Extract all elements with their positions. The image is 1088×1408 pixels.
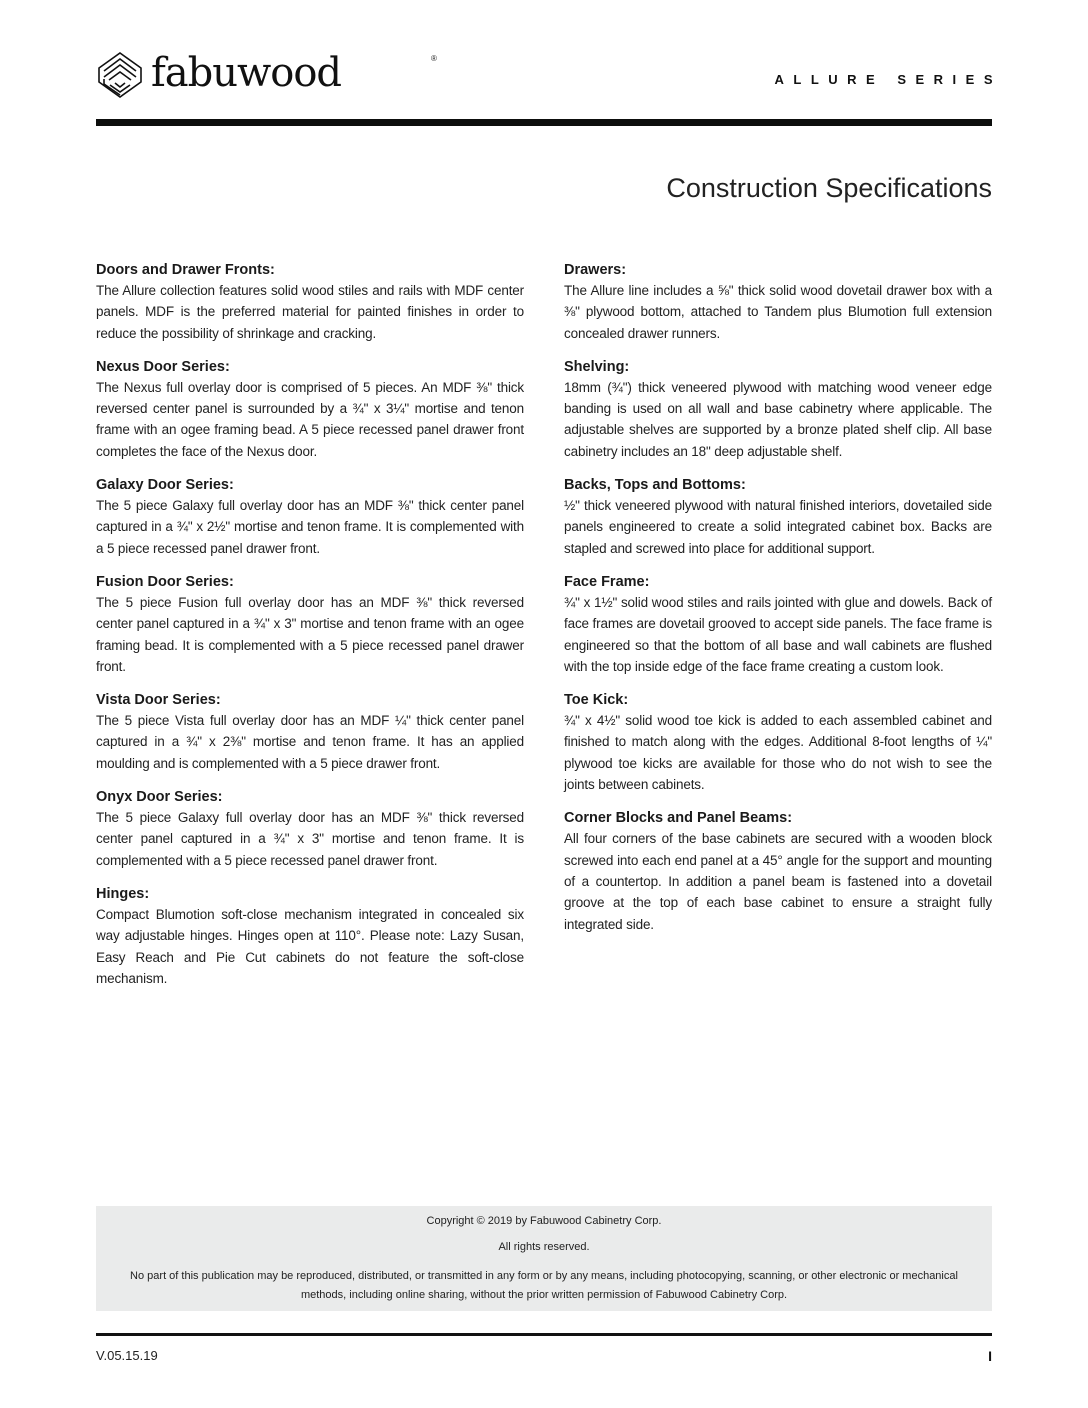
section-body: 18mm (¾") thick veneered plywood with matching wood veneer edge banding is used on all wall and base cabinetry where applicable. The adjustable shelves are supported by a bronze plated shelf clip. All base cabinetry includes an 18" deep adjustable shelf. [564, 379, 992, 459]
section-heading: Backs, Tops and Bottoms: [564, 477, 746, 494]
section-body: All four corners of the base cabinets are secured with a wooden block screwed into each end panel at a 45° angle for the support and mounting of a countertop. In addition a panel beam is fastened into a dovetail groove at the top of each base cabinet to ensure a straight fully integrated side. [564, 831, 992, 932]
section-body: The 5 piece Galaxy full overlay door has an MDF ⅜" thick reversed center panel captured in a ¾" x 3" mortise and tenon frame. It is complemented with a 5 piece recessed panel drawer front. [96, 810, 524, 868]
section-body: ¾" x 4½" solid wood toe kick is added to each assembled cabinet and finished to match along with the edges. Additional 8-foot lengths of ¼" plywood toe kicks are available for those who do not wish to see the joints between cabinets. [564, 713, 992, 793]
series-label: ALLURE SERIES [774, 72, 1002, 87]
section-heading: Nexus Door Series: [96, 358, 230, 375]
left-column [96, 260, 524, 1002]
version-label: V.05.15.19 [96, 1348, 158, 1363]
copyright-box [96, 1206, 992, 1311]
section-nexus-door-series [96, 357, 524, 462]
section-heading: Shelving: [564, 358, 630, 375]
page-number: I [988, 1348, 992, 1364]
section-body: ¾" x 1½" solid wood stiles and rails jointed with glue and dowels. Back of face frames are dovetail grooved to accept side panels. The face frame is engineered so that the bottom of all base and wall cabinets are flushed with the top inside edge of the face frame creating a custom look. [564, 594, 992, 674]
registered-mark: ® [431, 54, 437, 63]
right-column [564, 260, 992, 948]
section-vista-door-series [96, 690, 524, 774]
section-hinges [96, 884, 524, 989]
section-body: The Nexus full overlay door is comprised of 5 pieces. An MDF ⅜" thick reversed center panel is surrounded by a ¾" x 3¼" mortise and tenon frame with an ogee framing bead. A 5 piece recessed panel drawer front completes the face of the Nexus door. [96, 379, 524, 459]
section-body: The Allure collection features solid wood stiles and rails with MDF center panels. MDF is the preferred material for painted finishes in order to reduce the possibility of shrinkage and cracking. [96, 283, 524, 341]
section-body: The Allure line includes a ⅝" thick solid wood dovetail drawer box with a ⅜" plywood bottom, attached to Tandem plus Blumotion full extension concealed drawer runners. [564, 283, 992, 341]
section-face-frame [564, 572, 992, 677]
section-body: Compact Blumotion soft-close mechanism integrated in concealed six way adjustable hinges. Hinges open at 110°. Please note: Lazy Susan, Easy Reach and Pie Cut cabinets do not feature the soft-close mechanism. [96, 906, 524, 986]
section-heading: Doors and Drawer Fronts: [96, 262, 275, 278]
section-heading: Fusion Door Series: [96, 573, 234, 590]
section-heading: Galaxy Door Series: [96, 477, 234, 494]
section-heading: Vista Door Series: [96, 692, 221, 709]
reproduction-notice: No part of this publication may be reproduced, distributed, or transmitted in any form or by any means, including photocopying, scanning, or other electronic or mechanical methods, including online sharing, without the prior written permission of Fabuwood Cabinetry Corp. [130, 1270, 958, 1301]
section-shelving [564, 357, 992, 462]
section-heading: Onyx Door Series: [96, 789, 223, 806]
section-body: The 5 piece Fusion full overlay door has an MDF ⅜" thick reversed center panel captured in a ¾" x 3" mortise and tenon frame with an ogee framing bead. It is complemented with a 5 piece recessed panel drawer front. [96, 594, 524, 674]
section-heading: Hinges: [96, 885, 150, 902]
copyright-line: Copyright © 2019 by Fabuwood Cabinetry Corp. [426, 1215, 662, 1227]
header-divider [96, 119, 992, 126]
section-fusion-door-series [96, 572, 524, 677]
section-galaxy-door-series [96, 475, 524, 559]
section-onyx-door-series [96, 787, 524, 871]
section-toe-kick [564, 690, 992, 795]
section-heading: Corner Blocks and Panel Beams: [564, 810, 793, 827]
footer-divider [96, 1333, 992, 1336]
rights-line: All rights reserved. [498, 1241, 590, 1253]
section-heading: Face Frame: [564, 573, 650, 590]
section-body: The 5 piece Vista full overlay door has an MDF ¼" thick center panel captured in a ¾" x 2⅜" mortise and tenon frame. It has an applied moulding and is complemented with a 5 piece drawer front. [96, 713, 524, 771]
brand-name: fabuwood [151, 50, 342, 96]
page-title: Construction Specifications [666, 173, 992, 204]
section-heading: Toe Kick: [564, 692, 629, 709]
section-body: ½" thick veneered plywood with natural finished interiors, dovetailed side panels engineered to create a solid integrated cabinet box. Backs are stapled and screwed into place for additional support. [564, 498, 992, 556]
brand-logo [95, 50, 437, 100]
section-backs-tops-bottoms [564, 475, 992, 559]
section-heading: Drawers: [564, 262, 627, 278]
section-body: The 5 piece Galaxy full overlay door has an MDF ⅜" thick center panel captured in a ¾" x 2½" mortise and tenon frame. It is complemented with a 5 piece recessed panel drawer front. [96, 498, 524, 556]
section-drawers [564, 260, 992, 344]
section-doors-drawer-fronts [96, 260, 524, 344]
section-corner-blocks-panel-beams [564, 808, 992, 934]
fabuwood-logo-icon [95, 50, 145, 100]
